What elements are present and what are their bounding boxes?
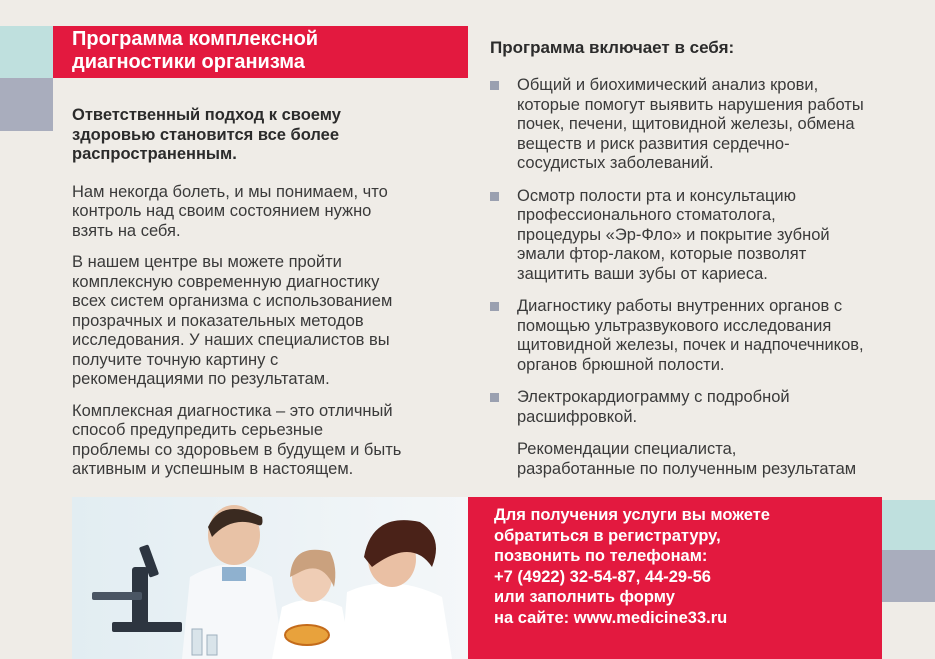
list-item [490, 388, 910, 427]
lead-line-1: Ответственный подход к своему [72, 106, 341, 124]
text-line: Диагностику работы внутренних органов с [517, 297, 843, 315]
text-line: которые помогут выявить нарушения работы [517, 95, 864, 114]
recommendations-note [517, 440, 910, 479]
text-line: прозрачных и показательных методов [72, 311, 364, 330]
list-item [490, 187, 910, 285]
decor-square-gray [0, 78, 53, 131]
text-line: Электрокардиограмму с подробной [517, 388, 790, 406]
text-line: комплексную современную диагностику [72, 272, 380, 291]
text-line: получите точную картину с [72, 350, 279, 369]
text-line: защитить ваши зубы от кариеса. [517, 264, 768, 283]
text-line: Рекомендации специалиста, [517, 440, 737, 458]
program-list [490, 76, 910, 427]
text-line: Осмотр полости рта и консультацию [517, 186, 797, 205]
lead-line-2: здоровью становится все более [72, 125, 340, 144]
text-line: щитовидной железы, почек и надпочечников, [517, 336, 864, 354]
square-bullet-icon [490, 393, 499, 402]
text-line: эмали фтор-лаком, которые позволят [517, 245, 807, 263]
text-line: расшифровкой. [517, 407, 638, 426]
text-line: исследования. У наших специалистов вы [72, 331, 390, 349]
text-line: В нашем центре вы можете пройти [72, 253, 342, 271]
list-item [490, 76, 910, 174]
contact-info-box [468, 497, 882, 659]
contact-line-2: обратиться в регистратуру, [494, 526, 721, 545]
text-line: органов брюшной полости. [517, 355, 725, 374]
text-line: активным и успешным в настоящем. [72, 460, 354, 478]
text-line: помощью ультразвукового исследования [517, 316, 832, 335]
text-line: Общий и биохимический анализ крови, [517, 76, 819, 94]
text-line: сосудистых заболеваний. [517, 154, 714, 172]
lab-photo [72, 497, 468, 659]
paragraph-3 [72, 402, 457, 480]
text-line: процедуры «Эр-Фло» и покрытие зубной [517, 225, 830, 244]
title-banner [53, 26, 468, 78]
website-text: на сайте: www.medicine33.ru [494, 608, 728, 627]
petri-dish-icon [285, 625, 329, 645]
text-line: взять на себя. [72, 221, 181, 240]
text-line: веществ и риск развития сердечно- [517, 134, 790, 153]
intro-column [72, 106, 457, 492]
title-line-1: Программа комплексной [72, 28, 319, 50]
text-line: почек, печени, щитовидной железы, обмена [517, 115, 855, 133]
contact-line-3: позвонить по телефонам: [494, 547, 708, 565]
paragraph-2 [72, 253, 457, 390]
square-bullet-icon [490, 302, 499, 311]
text-line: проблемы со здоровьем в будущем и быть [72, 440, 402, 459]
square-bullet-icon [490, 192, 499, 201]
lead-line-3: распространенным. [72, 145, 237, 163]
text-line: контроль над своим состоянием нужно [72, 202, 372, 220]
list-item [490, 297, 910, 375]
program-includes-heading: Программа включает в себя: [490, 38, 735, 57]
decor-square-gray-bottom [882, 550, 935, 602]
decor-square-mint-bottom [882, 500, 935, 550]
title-line-2: диагностики организма [72, 51, 305, 73]
text-line: Комплексная диагностика – это отличный [72, 401, 393, 420]
paragraph-1 [72, 183, 457, 242]
decor-square-mint [0, 26, 53, 78]
text-line: всех систем организма с использованием [72, 292, 393, 310]
contact-line-1: Для получения услуги вы можете [494, 506, 770, 524]
contact-line-5: или заполнить форму [494, 588, 675, 606]
phone-numbers: +7 (4922) 32-54-87, 44-29-56 [494, 567, 711, 586]
square-bullet-icon [490, 81, 499, 90]
text-line: рекомендациями по результатам. [72, 370, 330, 388]
text-line: разработанные по полученным результатам [517, 459, 857, 478]
text-line: Нам некогда болеть, и мы понимаем, что [72, 182, 388, 201]
text-line: профессионального стоматолога, [517, 206, 776, 224]
text-line: способ предупредить серьезные [72, 421, 324, 439]
lab-scene-image [72, 497, 468, 659]
lead-paragraph [72, 106, 457, 165]
program-column [490, 38, 910, 479]
